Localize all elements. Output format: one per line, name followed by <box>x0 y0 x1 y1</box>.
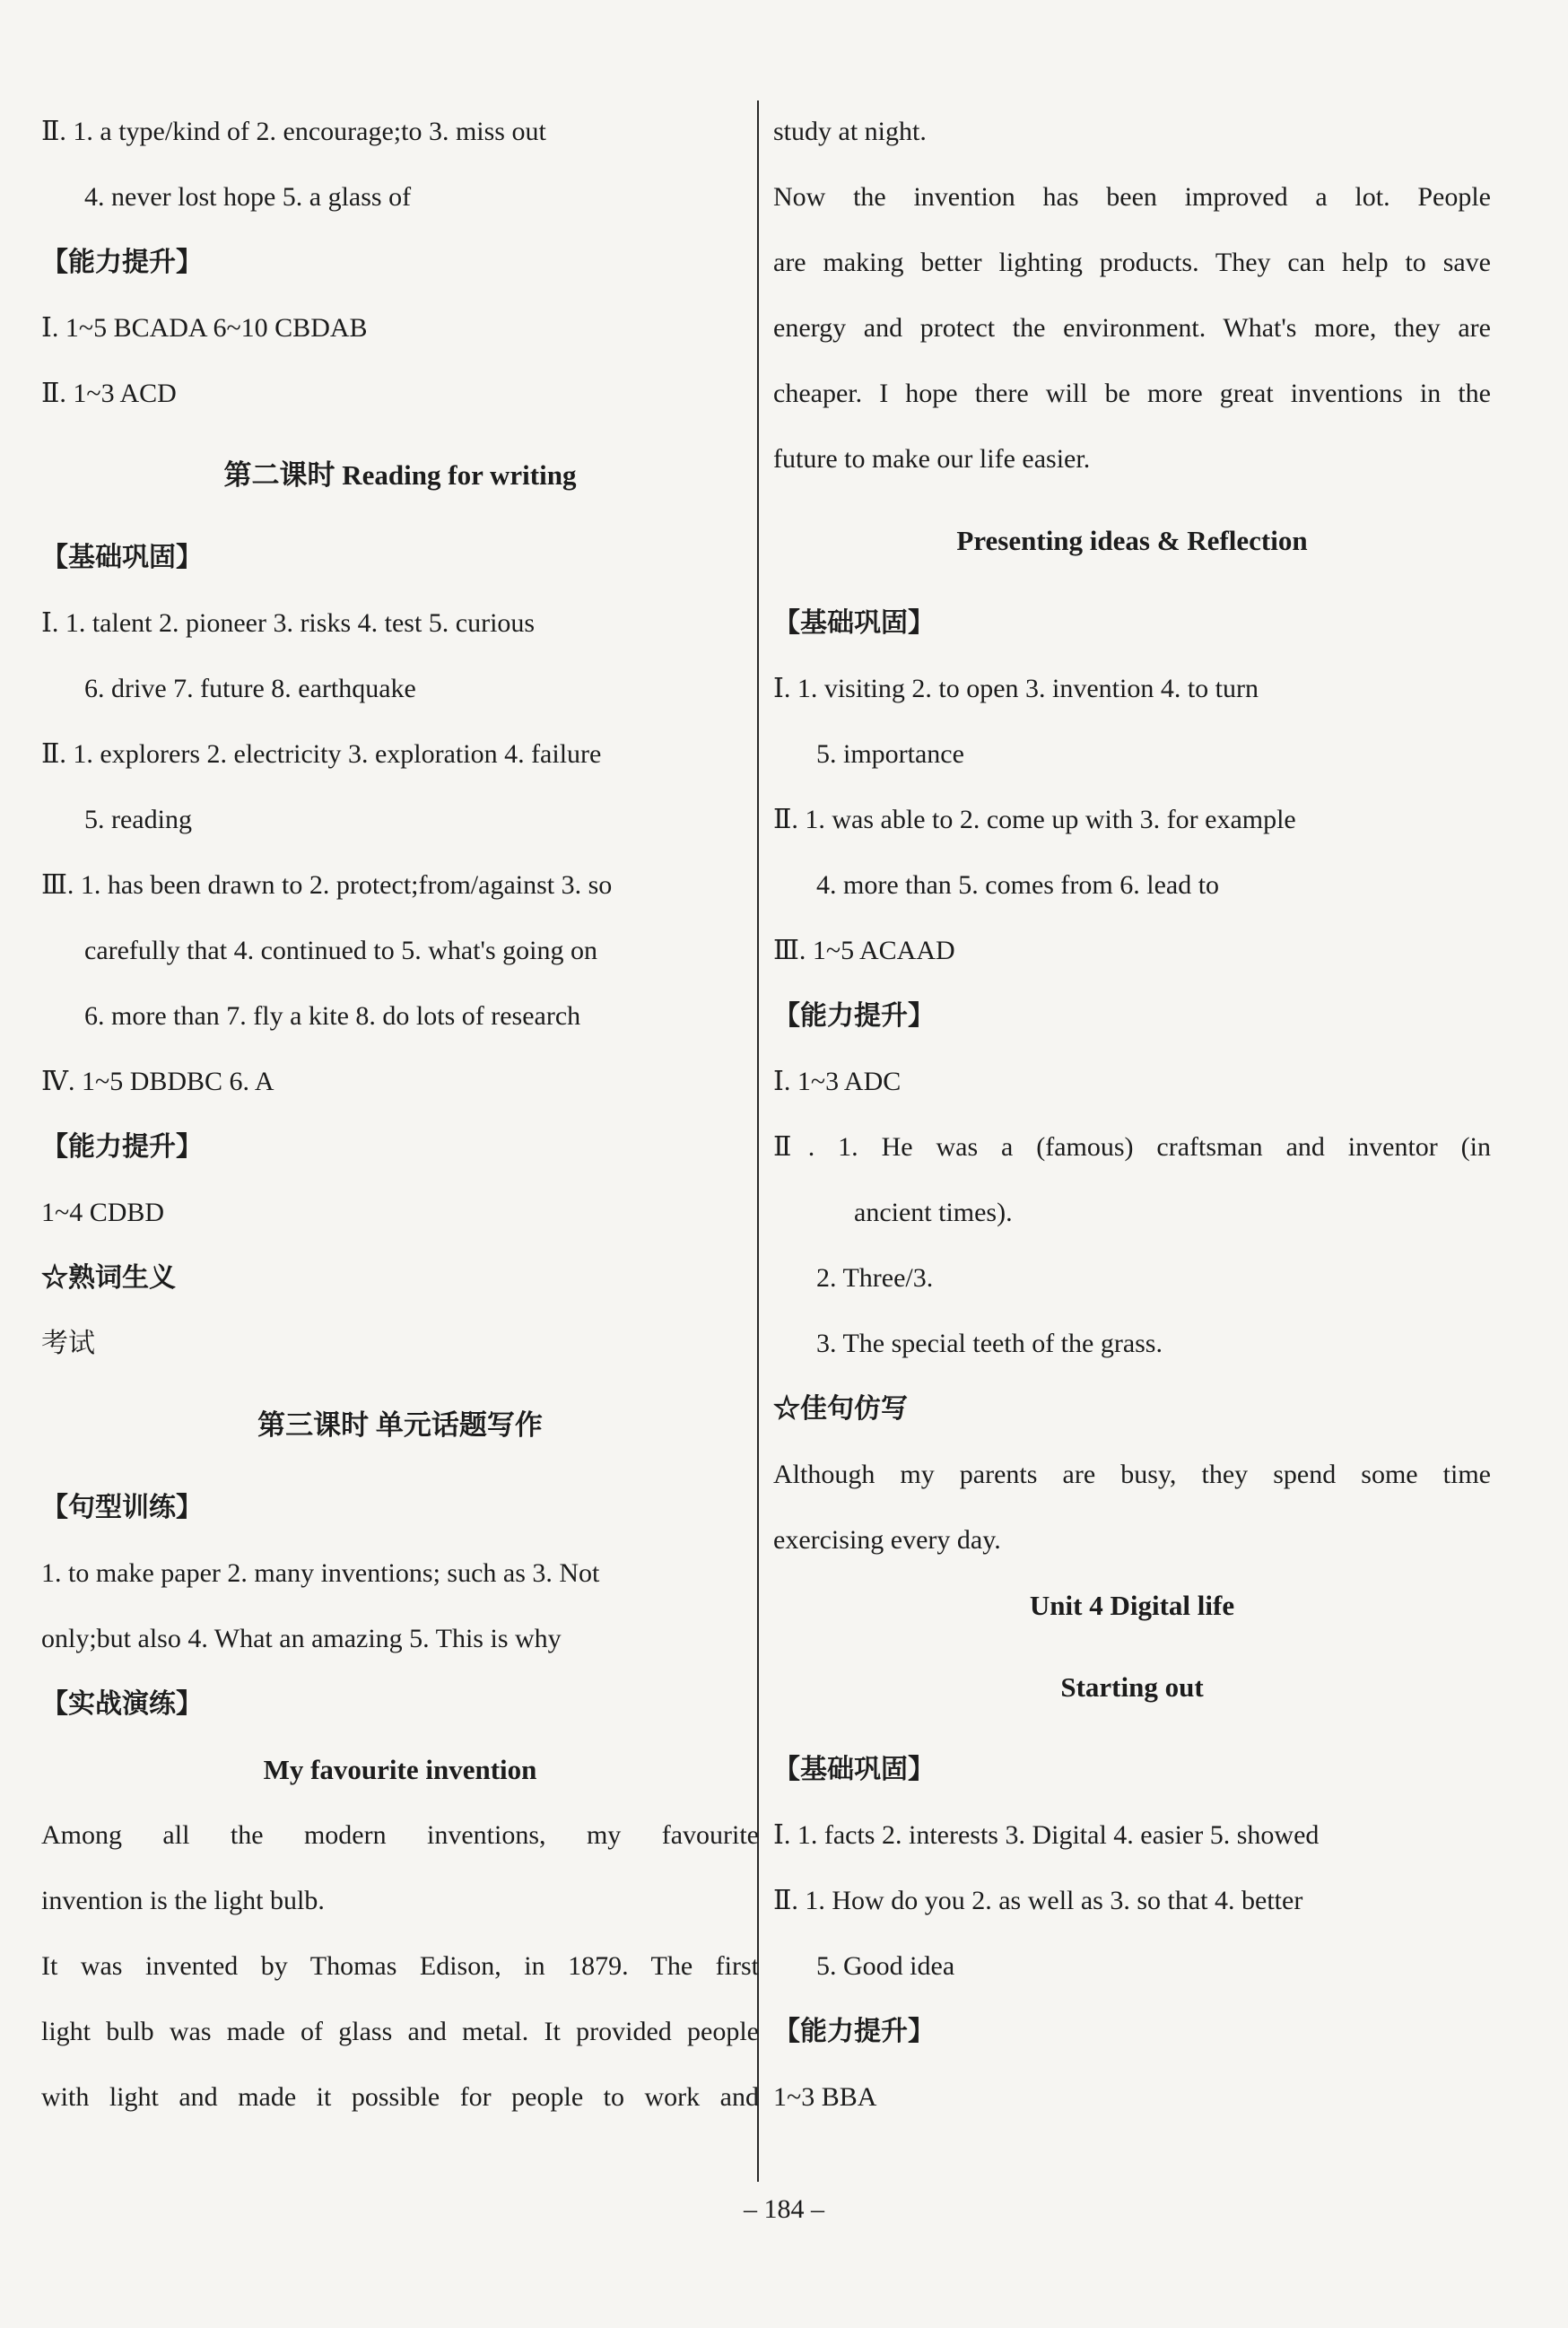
answer-line: 5. reading <box>84 805 192 834</box>
answer-line: 3. The special teeth of the grass. <box>816 1329 1163 1358</box>
answer-line: 1~3 BBA <box>773 2082 877 2112</box>
answer-line: ancient times). <box>854 1198 1013 1227</box>
section-heading-words: ☆熟词生义 <box>41 1263 176 1293</box>
section-heading-imitate: ☆佳句仿写 <box>773 1394 908 1424</box>
answer-line: Ⅱ. 1. How do you 2. as well as 3. so that 4. better <box>773 1886 1303 1915</box>
section-heading-basic: 【基础巩固】 <box>773 608 935 638</box>
section-title: Presenting ideas & Reflection <box>956 525 1308 556</box>
section-heading-practice: 【实战演练】 <box>41 1689 203 1719</box>
essay-line: with light and made it possible for people to work and <box>41 2082 759 2112</box>
left-column <box>41 99 759 2130</box>
answer-line: 6. more than 7. fly a kite 8. do lots of research <box>84 1001 581 1031</box>
answer-line: Ⅱ. 1~3 ACD <box>41 379 177 408</box>
answer-line: 4. more than 5. comes from 6. lead to <box>816 870 1220 900</box>
answer-line: carefully that 4. continued to 5. what's going on <box>84 936 597 965</box>
answer-line: 考试 <box>41 1329 95 1358</box>
answer-line: Ⅰ. 1. visiting 2. to open 3. invention 4. to turn <box>773 674 1259 703</box>
essay-title: My favourite invention <box>263 1754 537 1785</box>
section-heading-pattern: 【句型训练】 <box>41 1493 203 1522</box>
answer-line: 1. to make paper 2. many inventions; such as 3. Not <box>41 1558 600 1588</box>
answer-line: 5. importance <box>816 739 964 769</box>
unit-title: Unit 4 Digital life <box>1029 1590 1235 1621</box>
right-column <box>773 99 1491 2130</box>
answer-line: only;but also 4. What an amazing 5. This is why <box>41 1624 562 1653</box>
answer-line: Ⅱ. 1. a type/kind of 2. encourage;to 3. miss out <box>41 117 546 146</box>
answer-line: Ⅲ. 1~5 ACAAD <box>773 936 955 965</box>
answer-line: Ⅱ. 1. was able to 2. come up with 3. for example <box>773 805 1296 834</box>
answer-line: 4. never lost hope 5. a glass of <box>84 182 412 212</box>
lesson-title: 第二课时 Reading for writing <box>223 459 577 491</box>
answer-line: Ⅲ. 1. has been drawn to 2. protect;from/against 3. so <box>41 870 613 900</box>
answer-line: Ⅰ. 1. talent 2. pioneer 3. risks 4. test 5. curious <box>41 608 536 638</box>
section-heading-basic: 【基础巩固】 <box>773 1755 935 1784</box>
section-heading-ability: 【能力提升】 <box>773 2017 935 2046</box>
section-title: Starting out <box>1060 1671 1204 1703</box>
answer-line: 6. drive 7. future 8. earthquake <box>84 674 416 703</box>
essay-line: future to make our life easier. <box>773 444 1091 474</box>
lesson-title: 第三课时 单元话题写作 <box>257 1409 543 1441</box>
section-heading-ability: 【能力提升】 <box>41 1132 203 1162</box>
essay-line: invention is the light bulb. <box>41 1886 325 1915</box>
answer-line: Although my parents are busy, they spend some time <box>773 1460 1491 1489</box>
essay-line: Among all the modern inventions, my favourite <box>41 1820 759 1850</box>
answer-line: exercising every day. <box>773 1525 1001 1555</box>
essay-line: light bulb was made of glass and metal. It provided people <box>41 2017 759 2046</box>
section-heading-ability: 【能力提升】 <box>773 1001 935 1031</box>
section-heading-basic: 【基础巩固】 <box>41 543 203 572</box>
answer-line: Ⅳ. 1~5 DBDBC 6. A <box>41 1067 274 1096</box>
essay-line: It was invented by Thomas Edison, in 1879. The first <box>41 1951 759 1981</box>
answer-line: 2. Three/3. <box>816 1263 934 1293</box>
essay-line: study at night. <box>773 117 927 146</box>
answer-line: Ⅰ. 1. facts 2. interests 3. Digital 4. easier 5. showed <box>773 1820 1320 1850</box>
answer-line: Ⅱ. 1. explorers 2. electricity 3. exploration 4. failure <box>41 739 602 769</box>
essay-line: are making better lighting products. They can help to save <box>773 248 1491 277</box>
answer-line: 5. Good idea <box>816 1951 955 1981</box>
answer-line: Ⅱ. 1. He was a (famous) craftsman and inventor (in <box>773 1132 1491 1162</box>
section-heading-ability: 【能力提升】 <box>41 248 203 277</box>
answer-line: Ⅰ. 1~5 BCADA 6~10 CBDAB <box>41 313 368 343</box>
essay-line: cheaper. I hope there will be more great inventions in the <box>773 379 1491 408</box>
essay-line: Now the invention has been improved a lot. People <box>773 182 1491 212</box>
page-number: – 184 – <box>744 2194 824 2224</box>
essay-line: energy and protect the environment. What's more, they are <box>773 313 1491 343</box>
answer-line: 1~4 CDBD <box>41 1198 165 1227</box>
answer-line: Ⅰ. 1~3 ADC <box>773 1067 902 1096</box>
